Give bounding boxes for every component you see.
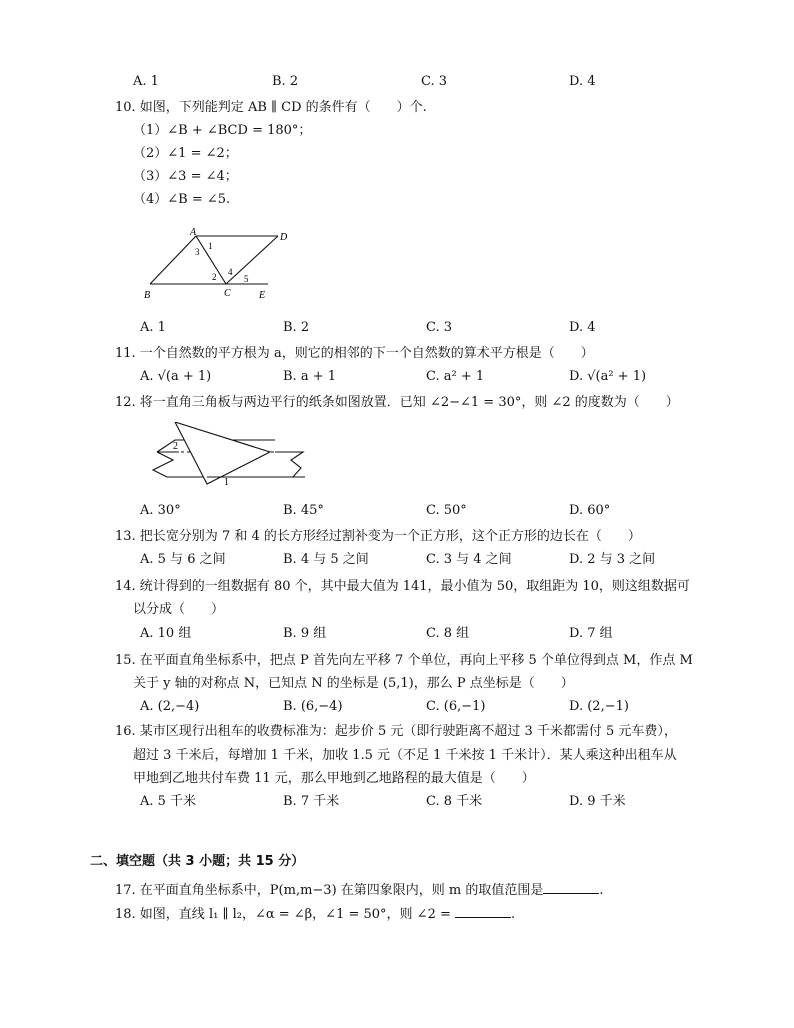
q14-stem-line1: 14. 统计得到的一组数据有 80 个，其中最大值为 141，最小值为 50，取组距为 10，则这组数据可 <box>115 579 690 594</box>
q18-stem: 18. 如图，直线 l₁ ∥ l₂，∠α = ∠β，∠1 = 50°，则 ∠2 = <box>115 907 451 922</box>
q16-stem-line2: 超过 3 千米后，每增加 1 千米，加收 1.5 元（不足 1 千米按 1 千米计）．某人乘这种出租车从 <box>133 748 677 763</box>
q10-condition-2: （2）∠1 = ∠2； <box>133 146 238 161</box>
q15-option-a: A. (2,−4) <box>140 699 200 714</box>
q10-angle-4: 4 <box>228 267 233 277</box>
q16-stem-line3: 甲地到乙地共付车费 11 元，那么甲地到乙地路程的最大值是（ ） <box>133 771 535 786</box>
q13-option-b: B. 4 与 5 之间 <box>283 552 369 567</box>
q14-option-d: D. 7 组 <box>569 626 613 641</box>
q15-stem-line1: 15. 在平面直角坐标系中，把点 P 首先向左平移 7 个单位，再向上平移 5 个单位得到点 M，作点 M <box>115 653 693 668</box>
q14-stem-line2: 以分成（ ） <box>133 602 225 617</box>
q12-angle-1: 1 <box>224 477 229 488</box>
question-18 <box>115 904 515 924</box>
q13-stem: 13. 把长宽分别为 7 和 4 的长方形经过割补变为一个正方形，这个正方形的边长在（ ） <box>115 529 641 544</box>
q9-option-d: D. 4 <box>569 74 596 89</box>
question-17 <box>115 880 604 900</box>
q14-option-b: B. 9 组 <box>283 626 327 641</box>
q10-figure <box>140 222 290 304</box>
q11-option-d: D. √(a² + 1) <box>569 369 647 384</box>
q17-end: . <box>599 883 604 898</box>
q10-angle-2: 2 <box>212 272 217 282</box>
q9-option-a: A. 1 <box>133 74 159 89</box>
q13-option-d: D. 2 与 3 之间 <box>569 552 656 567</box>
q10-stem: 10. 如图，下列能判定 AB ∥ CD 的条件有（ ）个. <box>115 100 427 115</box>
q10-option-d: D. 4 <box>569 320 596 335</box>
q12-figure <box>145 422 310 492</box>
q10-option-a: A. 1 <box>140 320 166 335</box>
q10-angle-3: 3 <box>195 247 200 257</box>
q15-option-b: B. (6,−4) <box>283 699 343 714</box>
q10-label-c: C <box>224 288 231 299</box>
q16-option-a: A. 5 千米 <box>140 794 197 809</box>
q17-stem: 17. 在平面直角坐标系中，P(m,m−3) 在第四象限内，则 m 的取值范围是 <box>115 883 544 898</box>
q17-answer-blank[interactable] <box>543 880 599 894</box>
q14-option-c: C. 8 组 <box>426 626 470 641</box>
q10-label-b: B <box>144 290 151 301</box>
q16-option-b: B. 7 千米 <box>283 794 340 809</box>
section-2-heading: 二、填空题（共 3 小题；共 15 分） <box>90 854 305 869</box>
q16-option-d: D. 9 千米 <box>569 794 626 809</box>
q12-option-d: D. 60° <box>569 503 611 518</box>
q16-stem-line1: 16. 某市区现行出租车的收费标准为：起步价 5 元（即行驶距离不超过 3 千米都需付 5 元车费）， <box>115 724 677 739</box>
q11-stem: 11. 一个自然数的平方根为 a，则它的相邻的下一个自然数的算术平方根是（ ） <box>115 346 594 361</box>
q10-option-c: C. 3 <box>426 320 453 335</box>
q12-stem: 12. 将一直角三角板与两边平行的纸条如图放置．已知 ∠2−∠1 = 30°，则 ∠2 的度数为（ ） <box>115 395 679 410</box>
q10-label-d: D <box>280 232 288 243</box>
q18-end: . <box>511 907 516 922</box>
q12-option-c: C. 50° <box>426 503 467 518</box>
q15-stem-line2: 关于 y 轴的对称点 N，已知点 N 的坐标是 (5,1)，那么 P 点坐标是（ ） <box>133 676 574 691</box>
q14-option-a: A. 10 组 <box>140 626 192 641</box>
q11-option-a: A. √(a + 1) <box>140 369 212 384</box>
q11-option-c: C. a² + 1 <box>426 369 485 384</box>
q10-label-e: E <box>259 290 266 301</box>
q10-angle-5: 5 <box>244 274 249 284</box>
q15-option-c: C. (6,−1) <box>426 699 486 714</box>
q18-answer-blank[interactable] <box>455 904 511 918</box>
q10-condition-4: （4）∠B = ∠5. <box>133 192 231 207</box>
q13-option-a: A. 5 与 6 之间 <box>140 552 226 567</box>
q12-angle-2: 2 <box>173 441 178 452</box>
q10-condition-1: （1）∠B + ∠BCD = 180°； <box>133 123 312 138</box>
q9-option-b: B. 2 <box>272 74 299 89</box>
q16-option-c: C. 8 千米 <box>426 794 483 809</box>
q10-option-b: B. 2 <box>283 320 310 335</box>
q12-option-a: A. 30° <box>140 503 181 518</box>
q11-option-b: B. a + 1 <box>283 369 336 384</box>
q10-condition-3: （3）∠3 = ∠4； <box>133 169 238 184</box>
q15-option-d: D. (2,−1) <box>569 699 629 714</box>
q13-option-c: C. 3 与 4 之间 <box>426 552 512 567</box>
q12-option-b: B. 45° <box>283 503 324 518</box>
q9-option-c: C. 3 <box>421 74 448 89</box>
q10-angle-1: 1 <box>208 241 213 251</box>
q10-label-a: A <box>190 227 197 238</box>
